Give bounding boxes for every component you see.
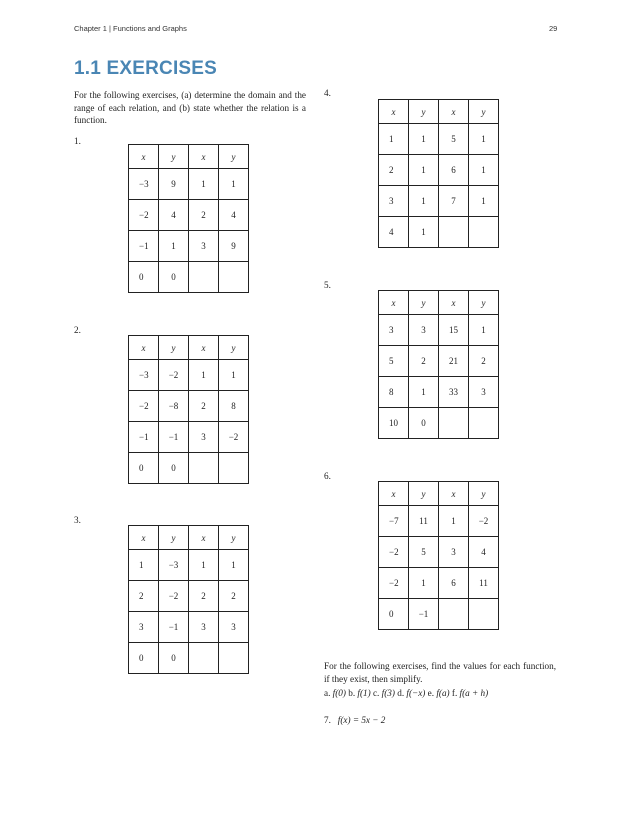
part-expression: f(0) — [332, 688, 346, 698]
header-cell: x — [129, 145, 159, 169]
table-cell: 2 — [189, 200, 219, 231]
table-cell: −3 — [129, 169, 159, 200]
table-cell: 2 — [189, 581, 219, 612]
table-cell: −3 — [129, 360, 159, 391]
header-cell: x — [189, 145, 219, 169]
header-cell: y — [409, 291, 439, 315]
exercise-number: 6. — [324, 471, 331, 481]
table-cell: 3 — [189, 612, 219, 643]
function-expression: f(x) = 5x − 2 — [337, 715, 386, 725]
exercise-number: 2. — [74, 325, 81, 335]
table-cell: 1 — [379, 124, 409, 155]
table-cell: 15 — [439, 315, 469, 346]
table-cell: 3 — [379, 315, 409, 346]
table-cell: 4 — [219, 200, 249, 231]
exercise-table-3 — [128, 525, 249, 674]
exercise-number: 7. — [324, 715, 331, 725]
table-cell: 0 — [379, 599, 409, 630]
table-cell — [219, 643, 249, 674]
table-cell: 1 — [469, 124, 499, 155]
table-cell: 9 — [219, 231, 249, 262]
part-expression: f(a) — [436, 688, 450, 698]
table-cell: 4 — [159, 200, 189, 231]
header-cell: x — [379, 100, 409, 124]
table-cell: 1 — [469, 186, 499, 217]
table-cell: 0 — [409, 408, 439, 439]
table-cell: 2 — [189, 391, 219, 422]
table-cell: −7 — [379, 506, 409, 537]
header-cell: y — [469, 482, 499, 506]
part-label: d. — [397, 688, 405, 698]
function-parts-list — [324, 688, 488, 698]
header-cell: x — [189, 336, 219, 360]
table-cell: 1 — [409, 568, 439, 599]
header-cell: x — [129, 526, 159, 550]
table-cell: 6 — [439, 568, 469, 599]
table-cell: 4 — [379, 217, 409, 248]
table-cell: −1 — [129, 231, 159, 262]
table-cell — [189, 262, 219, 293]
header-cell: y — [219, 336, 249, 360]
exercise-7 — [324, 715, 385, 725]
table-cell: 1 — [409, 377, 439, 408]
table-cell: 3 — [379, 186, 409, 217]
table-cell: 9 — [159, 169, 189, 200]
table-cell: 11 — [409, 506, 439, 537]
header-cell: y — [219, 145, 249, 169]
exercise-table-1 — [128, 144, 249, 293]
table-cell — [469, 408, 499, 439]
table-cell: 1 — [189, 169, 219, 200]
section-title: 1.1 EXERCISES — [74, 58, 218, 79]
header-cell: x — [379, 482, 409, 506]
part-label: b. — [348, 688, 356, 698]
table-cell: 1 — [469, 155, 499, 186]
table-cell: −2 — [379, 537, 409, 568]
table-cell: 1 — [189, 550, 219, 581]
table-cell: −1 — [159, 422, 189, 453]
part-label: f. — [451, 688, 458, 698]
table-cell: 3 — [219, 612, 249, 643]
header-cell: x — [129, 336, 159, 360]
table-cell: 1 — [409, 155, 439, 186]
exercise-table-6 — [378, 481, 499, 630]
table-cell: 3 — [439, 537, 469, 568]
header-cell: x — [379, 291, 409, 315]
header-cell: y — [469, 291, 499, 315]
header-cell: y — [469, 100, 499, 124]
table-cell: 2 — [379, 155, 409, 186]
table-cell: −2 — [129, 200, 159, 231]
table-cell: −2 — [469, 506, 499, 537]
exercise-table-2 — [128, 335, 249, 484]
table-cell: 8 — [219, 391, 249, 422]
table-cell: 1 — [129, 550, 159, 581]
table-cell: 10 — [379, 408, 409, 439]
table-cell: 3 — [129, 612, 159, 643]
table-cell: 1 — [159, 231, 189, 262]
exercise-number: 4. — [324, 88, 331, 98]
table-cell: 1 — [409, 124, 439, 155]
header-cell: x — [439, 100, 469, 124]
table-cell: 1 — [439, 506, 469, 537]
table-cell: 0 — [129, 453, 159, 484]
exercise-number: 3. — [74, 515, 81, 525]
table-cell: 4 — [469, 537, 499, 568]
table-cell: 11 — [469, 568, 499, 599]
exercise-instructions: For the following exercises, (a) determine the domain and the range of each relation, and (b) state whether the relation is a function. — [74, 90, 306, 126]
table-cell: 2 — [469, 346, 499, 377]
header-cell: x — [439, 482, 469, 506]
table-cell: 0 — [159, 453, 189, 484]
table-cell — [439, 408, 469, 439]
table-cell: 0 — [129, 262, 159, 293]
part-expression: f(−x) — [406, 688, 426, 698]
part-expression: f(1) — [357, 688, 371, 698]
table-cell: −8 — [159, 391, 189, 422]
table-cell: 3 — [409, 315, 439, 346]
table-cell: 1 — [219, 169, 249, 200]
header-cell: x — [439, 291, 469, 315]
table-cell: 1 — [409, 186, 439, 217]
table-cell: 2 — [409, 346, 439, 377]
table-cell: −2 — [379, 568, 409, 599]
part-label: c. — [372, 688, 380, 698]
exercise-number: 5. — [324, 280, 331, 290]
table-cell — [439, 217, 469, 248]
table-cell: 1 — [469, 315, 499, 346]
part-label: a. — [324, 688, 331, 698]
table-cell: 3 — [469, 377, 499, 408]
table-cell: 5 — [409, 537, 439, 568]
exercise-table-5 — [378, 290, 499, 439]
table-cell: 0 — [129, 643, 159, 674]
part-expression: f(a + h) — [459, 688, 489, 698]
table-cell: −1 — [159, 612, 189, 643]
table-cell — [189, 643, 219, 674]
table-cell: 1 — [219, 550, 249, 581]
table-cell — [219, 453, 249, 484]
table-cell — [219, 262, 249, 293]
part-label: e. — [427, 688, 435, 698]
exercise-table-4 — [378, 99, 499, 248]
function-exercise-instructions: For the following exercises, find the values for each function, if they exist, then simplify. — [324, 661, 556, 684]
table-cell: 3 — [189, 422, 219, 453]
header-cell: y — [409, 482, 439, 506]
table-cell — [189, 453, 219, 484]
running-header-chapter: Chapter 1 | Functions and Graphs — [74, 24, 187, 33]
table-cell: 21 — [439, 346, 469, 377]
page-number: 29 — [549, 24, 558, 33]
table-cell: −1 — [129, 422, 159, 453]
table-cell: 33 — [439, 377, 469, 408]
table-cell: 0 — [159, 643, 189, 674]
table-cell: 3 — [189, 231, 219, 262]
table-cell: 8 — [379, 377, 409, 408]
table-cell: −1 — [409, 599, 439, 630]
table-cell: 1 — [409, 217, 439, 248]
header-cell: x — [189, 526, 219, 550]
table-cell: 5 — [439, 124, 469, 155]
part-expression: f(3) — [381, 688, 395, 698]
table-cell: −2 — [159, 360, 189, 391]
table-cell — [469, 217, 499, 248]
table-cell: −2 — [159, 581, 189, 612]
table-cell: −2 — [129, 391, 159, 422]
table-cell: 2 — [129, 581, 159, 612]
table-cell: 5 — [379, 346, 409, 377]
table-cell: 0 — [159, 262, 189, 293]
header-cell: y — [159, 145, 189, 169]
table-cell — [469, 599, 499, 630]
header-cell: y — [409, 100, 439, 124]
header-cell: y — [159, 336, 189, 360]
table-cell: −2 — [219, 422, 249, 453]
exercise-number: 1. — [74, 136, 81, 146]
table-cell: −3 — [159, 550, 189, 581]
table-cell: 7 — [439, 186, 469, 217]
table-cell: 2 — [219, 581, 249, 612]
table-cell: 1 — [189, 360, 219, 391]
header-cell: y — [219, 526, 249, 550]
header-cell: y — [159, 526, 189, 550]
table-cell: 1 — [219, 360, 249, 391]
table-cell — [439, 599, 469, 630]
table-cell: 6 — [439, 155, 469, 186]
